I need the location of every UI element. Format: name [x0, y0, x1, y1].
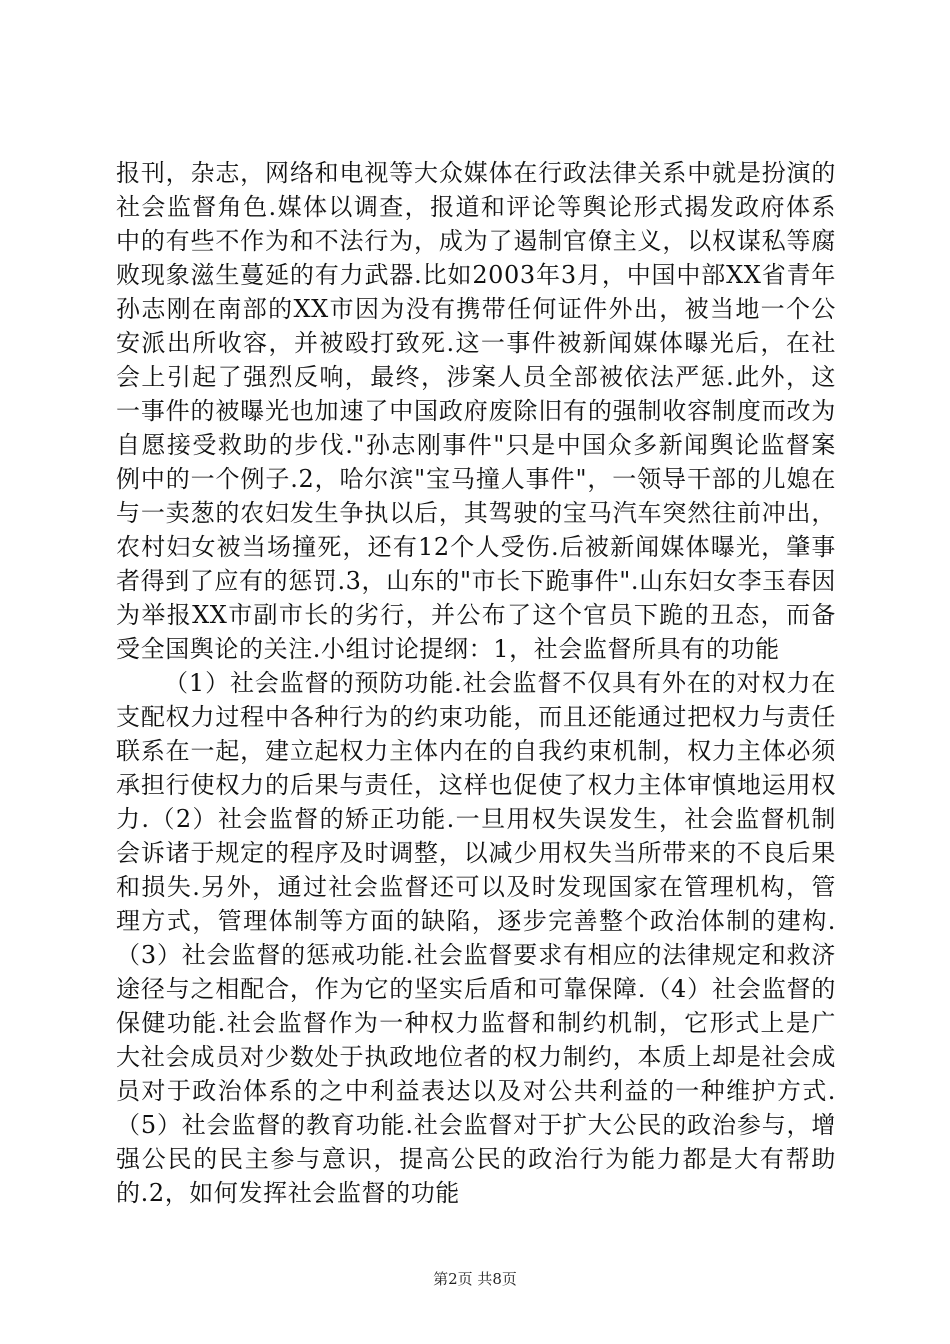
paragraph-supervision-functions: （1）社会监督的预防功能.社会监督不仅具有外在的对权力在支配权力过程中各种行为的约束功能，而且还能通过把权力与责任联系在一起，建立起权力主体内在的自我约束机制，权力主体必须承担行使权力的后果与责任，这样也促使了权力主体审慎地运用权力.（2）社会监督的矫正功能.一旦用权失误发生，社会监督机制会诉诸于规定的程序及时调整，以减少用权失当所带来的不良后果和损失.另外，通过社会监督还可以及时发现国家在管理机构，管理方式，管理体制等方面的缺陷，逐步完善整个政治体制的建构.（3）社会监督的惩戒功能.社会监督要求有相应的法律规定和救济途径与之相配合，作为它的坚实后盾和可靠保障.（4）社会监督的保健功能.社会监督作为一种权力监督和制约机制，它形式上是广大社会成员对少数处于执政地位者的权力制约，本质上却是社会成员对于政治体系的之中利益表达以及对公共利益的一种维护方式.（5）社会监督的教育功能.社会监督对于扩大公民的政治参与，增强公民的民主参与意识，提高公民的政治行为能力都是大有帮助的.2，如何发挥社会监督的功能	[116, 669, 836, 1207]
paragraph-media-supervision: 报刊，杂志，网络和电视等大众媒体在行政法律关系中就是扮演的社会监督角色.媒体以调查，报道和评论等舆论形式揭发政府体系中的有些不作为和不法行为，成为了遏制官僚主义，以权谋私等腐败现象滋生蔓延的有力武器.比如2003年3月，中国中部XX省青年孙志刚在南部的XX市因为没有携带任何证件外出，被当地一个公安派出所收容，并被殴打致死.这一事件被新闻媒体曝光后，在社会上引起了强烈反响，最终，涉案人员全部被依法严惩.此外，这一事件的被曝光也加速了中国政府废除旧有的强制收容制度而改为自愿接受救助的步伐."孙志刚事件"只是中国众多新闻舆论监督案例中的一个例子.2，哈尔滨"宝马撞人事件"，一领导干部的儿媳在与一卖葱的农妇发生争执以后，其驾驶的宝马汽车突然往前冲出，农村妇女被当场撞死，还有12个人受伤.后被新闻媒体曝光，肇事者得到了应有的惩罚.3，山东的"市长下跪事件".山东妇女李玉春因为举报XX市副市长的劣行，并公布了这个官员下跪的丑态，而备受全国舆论的关注.小组讨论提纲：1，社会监督所具有的功能	[116, 159, 836, 663]
page-number-footer: 第2页 共8页	[433, 1270, 517, 1288]
body-text	[116, 156, 836, 1210]
